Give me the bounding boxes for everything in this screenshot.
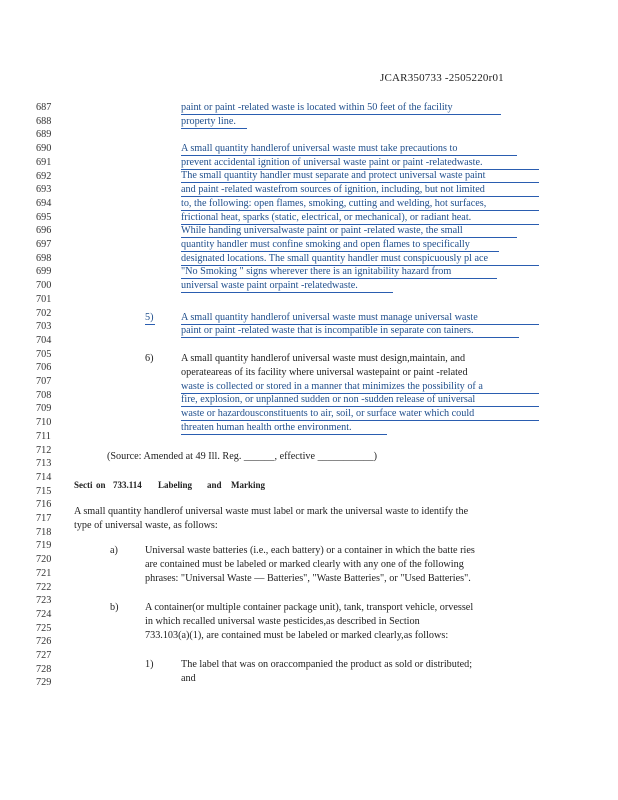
- section-on: on: [96, 480, 106, 490]
- line-number: 699: [36, 266, 52, 278]
- block-b-line: universal waste paint orpaint -relatedwaste.: [181, 280, 358, 291]
- item-b1-line-2: and: [181, 673, 196, 684]
- line-number: 692: [36, 170, 52, 182]
- item-6-line: waste is collected or stored in a manner that minimizes the possibility of a: [181, 381, 483, 392]
- item-b1-label: 1): [145, 659, 154, 670]
- item-a-label: a): [110, 545, 118, 556]
- document-header-id: JCAR350733 -2505220r01: [380, 72, 504, 84]
- line-number: 698: [36, 252, 52, 264]
- section-title-1: Labeling: [158, 480, 193, 490]
- item-a-line-3: phrases: "Universal Waste — Batteries", "Waste Batteries", or "Used Batteries".: [145, 573, 471, 584]
- line-number: 703: [36, 321, 52, 333]
- block-a-line-2: property line.: [181, 116, 236, 127]
- line-number: 689: [36, 129, 52, 141]
- block-b-line: and paint -related wastefrom sources of ignition, including, but not limited: [181, 184, 485, 195]
- line-number: 719: [36, 540, 52, 552]
- item-b-label: b): [110, 602, 119, 613]
- line-number: 716: [36, 499, 52, 511]
- line-number: 709: [36, 403, 52, 415]
- item-b-line-2: in which recalled universal waste pesticides,as described in Section: [145, 616, 420, 627]
- line-number: 697: [36, 239, 52, 250]
- item-5-label: 5): [145, 312, 154, 323]
- line-number: 696: [36, 225, 52, 237]
- item-5-line-1: A small quantity handlerof universal waste must manage universal waste: [181, 312, 478, 323]
- line-number: 687: [36, 102, 52, 113]
- line-number: 720: [36, 554, 52, 566]
- source-note: (Source: Amended at 49 Ill. Reg. ______, effective ___________): [107, 451, 378, 462]
- line-number: 702: [36, 307, 52, 319]
- block-b-line: While handing universalwaste paint or paint -related waste, the small: [181, 225, 463, 236]
- item-a-line-2: are contained must be labeled or marked clearly with any one of the following: [145, 559, 464, 570]
- item-6-line: operateareas of its facility where universal wastepaint or paint -related: [181, 367, 468, 378]
- block-b-line: "No Smoking " signs wherever there is an ignitability hazard from: [181, 266, 452, 277]
- line-number: 701: [36, 293, 52, 305]
- item-b-line-3: 733.103(a)(1), are contained must be labeled or marked clearly,as follows:: [145, 630, 449, 641]
- item-6-line: waste or hazardousconstituents to air, soil, or surface water which could: [181, 408, 475, 419]
- block-b-line: designated locations. The small quantity handler must conspicuously pl ace: [181, 253, 489, 264]
- line-number: 691: [36, 156, 52, 168]
- intro-line-1: A small quantity handlerof universal waste must label or mark the universal waste to identify the: [74, 506, 469, 517]
- section-word: Secti: [74, 480, 93, 490]
- item-6-line: fire, explosion, or unplanned sudden or non -sudden release of universal: [181, 394, 476, 405]
- section-title-2: and: [207, 480, 222, 490]
- line-number: 707: [36, 376, 52, 387]
- line-number: 712: [36, 444, 52, 456]
- line-number: 710: [36, 417, 52, 429]
- item-b1-line-1: The label that was on oraccompanied the product as sold or distributed;: [181, 659, 473, 670]
- line-number: 722: [36, 581, 52, 593]
- line-number: 711: [36, 430, 51, 442]
- block-b-line: prevent accidental ignition of universal waste paint or paint -relatedwaste.: [181, 157, 483, 168]
- block-b-line: A small quantity handlerof universal waste must take precautions to: [181, 143, 458, 154]
- section-title-3: Marking: [231, 480, 266, 490]
- line-number: 728: [36, 663, 52, 675]
- line-number: 700: [36, 280, 52, 292]
- line-number: 721: [36, 567, 52, 579]
- intro-line-2: type of universal waste, as follows:: [74, 520, 218, 531]
- block-b-line: frictional heat, sparks (static, electrical, or mechanical), or radiant heat.: [181, 212, 472, 223]
- line-number: 690: [36, 143, 52, 155]
- line-number: 727: [36, 650, 52, 661]
- section-number: 733.114: [113, 480, 142, 490]
- line-number: 714: [36, 471, 52, 483]
- item-5-line-2: paint or paint -related waste that is incompatible in separate con tainers.: [181, 325, 474, 336]
- item-6-line: threaten human health orthe environment.: [181, 422, 352, 433]
- line-number: 713: [36, 458, 52, 470]
- item-6-label: 6): [145, 353, 154, 364]
- line-number: 693: [36, 184, 52, 196]
- line-number: 705: [36, 348, 52, 360]
- block-b-line: to, the following: open flames, smoking, cutting and welding, hot surfaces,: [181, 198, 487, 209]
- line-number: 723: [36, 595, 52, 607]
- line-number: 695: [36, 211, 52, 223]
- line-number: 729: [36, 677, 52, 689]
- item-6-line: A small quantity handlerof universal waste must design,maintain, and: [181, 353, 466, 364]
- line-number: 704: [36, 334, 52, 346]
- block-a-line-1: paint or paint -related waste is located within 50 feet of the facility: [181, 102, 453, 113]
- block-b-line: The small quantity handler must separate and protect universal waste paint: [181, 170, 486, 181]
- line-number: 724: [36, 608, 52, 620]
- line-number: 726: [36, 636, 52, 648]
- line-number: 715: [36, 485, 52, 497]
- line-number: 718: [36, 526, 52, 538]
- item-b-line-1: A container(or multiple container package unit), tank, transport vehicle, orvessel: [145, 602, 474, 613]
- line-number: 725: [36, 622, 52, 634]
- item-a-line-1: Universal waste batteries (i.e., each battery) or a container in which the batte ries: [145, 545, 475, 556]
- line-number: 717: [36, 513, 52, 524]
- line-number: 694: [36, 197, 52, 209]
- line-number: 708: [36, 389, 52, 401]
- line-number: 688: [36, 115, 52, 127]
- block-b-line: quantity handler must confine smoking and open flames to specifically: [181, 239, 470, 250]
- line-number: 706: [36, 362, 52, 374]
